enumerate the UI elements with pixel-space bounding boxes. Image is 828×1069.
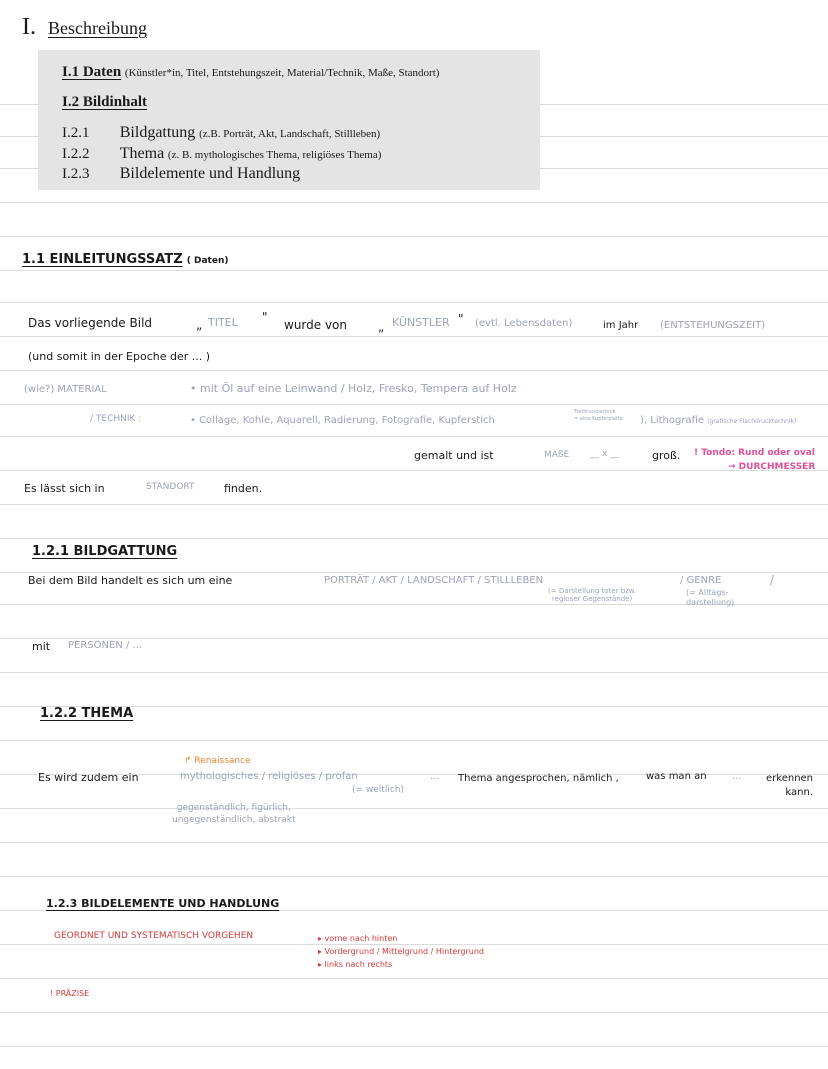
section-heading-1-1: 1.1 EINLEITUNGSSATZ ( Daten) bbox=[22, 252, 229, 267]
masse-x: __ x __ bbox=[590, 449, 620, 459]
weltlich-note: (= weltlich) bbox=[352, 785, 405, 795]
intro-line-1: Das vorliegende Bild bbox=[28, 316, 153, 330]
intro-line-2: (und somit in der Epoche der ... ) bbox=[28, 350, 211, 363]
bildgattung-options: PORTRÄT / AKT / LANDSCHAFT / STILLLEBEN bbox=[324, 575, 544, 586]
list-item: ▸ vorne nach hinten bbox=[318, 934, 398, 943]
genre-slash: / bbox=[770, 573, 775, 587]
stillleben-note: (= Darstellung toter bzw. regloser Gegenstände) bbox=[548, 587, 637, 603]
thema-line: Es wird zudem ein bbox=[38, 771, 139, 784]
durchmesser-note: → DURCHMESSER bbox=[728, 462, 816, 472]
quote-close: " bbox=[262, 310, 268, 324]
genre-option: / GENRE bbox=[680, 575, 722, 586]
text-im-jahr: im Jahr bbox=[603, 320, 639, 331]
thema-sub: gegenständlich, figürlich, ungegenständlich, abstrakt bbox=[172, 803, 296, 825]
title-numeral: I. bbox=[22, 14, 36, 40]
thema-erkennen: erkennen kann. bbox=[766, 773, 814, 798]
technik-note: Tiefdrucktechnik = eine Kupferplatte bbox=[574, 409, 623, 422]
placeholder-kuenstler: KÜNSTLER bbox=[392, 316, 450, 329]
page-title bbox=[22, 14, 147, 41]
thema-dots: ... bbox=[430, 771, 440, 782]
technik-list: • Collage, Kohle, Aquarell, Radierung, Fotografie, Kupferstich bbox=[190, 415, 495, 426]
quote-open: „ bbox=[378, 320, 385, 334]
outline-item: I.2.2 Thema (z. B. mythologisches Thema, religiöses Thema) bbox=[62, 145, 382, 162]
material-list: • mit Öl auf eine Leinwand / Holz, Fresko, Tempera auf Holz bbox=[190, 382, 517, 395]
text-gross: groß. bbox=[652, 449, 681, 462]
thema-options: mythologisches / religiöses / profan bbox=[180, 771, 358, 782]
outline-h1: I.1 Daten (Künstler*in, Titel, Entstehungszeit, Material/Technik, Maße, Standort) bbox=[62, 64, 440, 80]
text-finden: finden. bbox=[224, 482, 263, 495]
outline-item: I.2.3 Bildelemente und Handlung bbox=[62, 165, 301, 182]
placeholder-lebensdaten: (evtl. Lebensdaten) bbox=[475, 318, 573, 329]
technik-label: / TECHNIK : bbox=[90, 414, 142, 424]
text-standort: Es lässt sich in bbox=[24, 482, 105, 495]
placeholder-entstehungszeit: (ENTSTEHUNGSZEIT) bbox=[660, 320, 766, 331]
section-heading-1-2-2: 1.2.2 THEMA bbox=[40, 706, 134, 721]
text-gemalt: gemalt und ist bbox=[414, 449, 494, 462]
placeholder-personen: PERSONEN / ... bbox=[68, 640, 143, 651]
thema-line-cont: Thema angesprochen, nämlich , bbox=[458, 773, 619, 784]
list-item: ▸ links nach rechts bbox=[318, 960, 393, 969]
section-heading-1-2-1: 1.2.1 BILDGATTUNG bbox=[32, 544, 178, 559]
placeholder-titel: TITEL bbox=[208, 316, 238, 329]
quote-close: " bbox=[458, 312, 464, 326]
bildgattung-line: Bei dem Bild handelt es sich um eine bbox=[28, 574, 233, 587]
renaissance-note: ↱ Renaissance bbox=[184, 756, 251, 766]
placeholder-masse: MAßE bbox=[544, 450, 570, 460]
outline-h2: I.2 Bildinhalt bbox=[62, 94, 148, 110]
section-heading-1-2-3: 1.2.3 BILDELEMENTE UND HANDLUNG bbox=[46, 897, 280, 910]
text-mit: mit bbox=[32, 640, 51, 653]
title-label: Beschreibung bbox=[48, 18, 147, 38]
method-steps bbox=[318, 932, 484, 971]
thema-was: was man an bbox=[646, 771, 707, 782]
praezise-note: ! PRÄZISE bbox=[50, 989, 90, 998]
technik-litho: ), Lithografie (grafische Flachdrucktechnik) bbox=[640, 415, 797, 426]
method-label: GEORDNET UND SYSTEMATISCH VORGEHEN bbox=[54, 931, 254, 941]
outline-item: I.2.1 Bildgattung (z.B. Porträt, Akt, Landschaft, Stillleben) bbox=[62, 124, 381, 141]
quote-open: „ bbox=[196, 318, 203, 332]
genre-note: (= Alltags- darstellung) bbox=[686, 588, 735, 607]
placeholder-standort: STANDORT bbox=[146, 482, 195, 492]
tondo-note: ! Tondo: Rund oder oval bbox=[694, 448, 815, 458]
material-label: (wie?) MATERIAL bbox=[24, 384, 107, 395]
list-item: ▸ Vordergrund / Mittelgrund / Hintergrund bbox=[318, 947, 484, 956]
thema-dots-2: ... bbox=[732, 771, 742, 782]
text-wurde-von: wurde von bbox=[284, 318, 348, 332]
